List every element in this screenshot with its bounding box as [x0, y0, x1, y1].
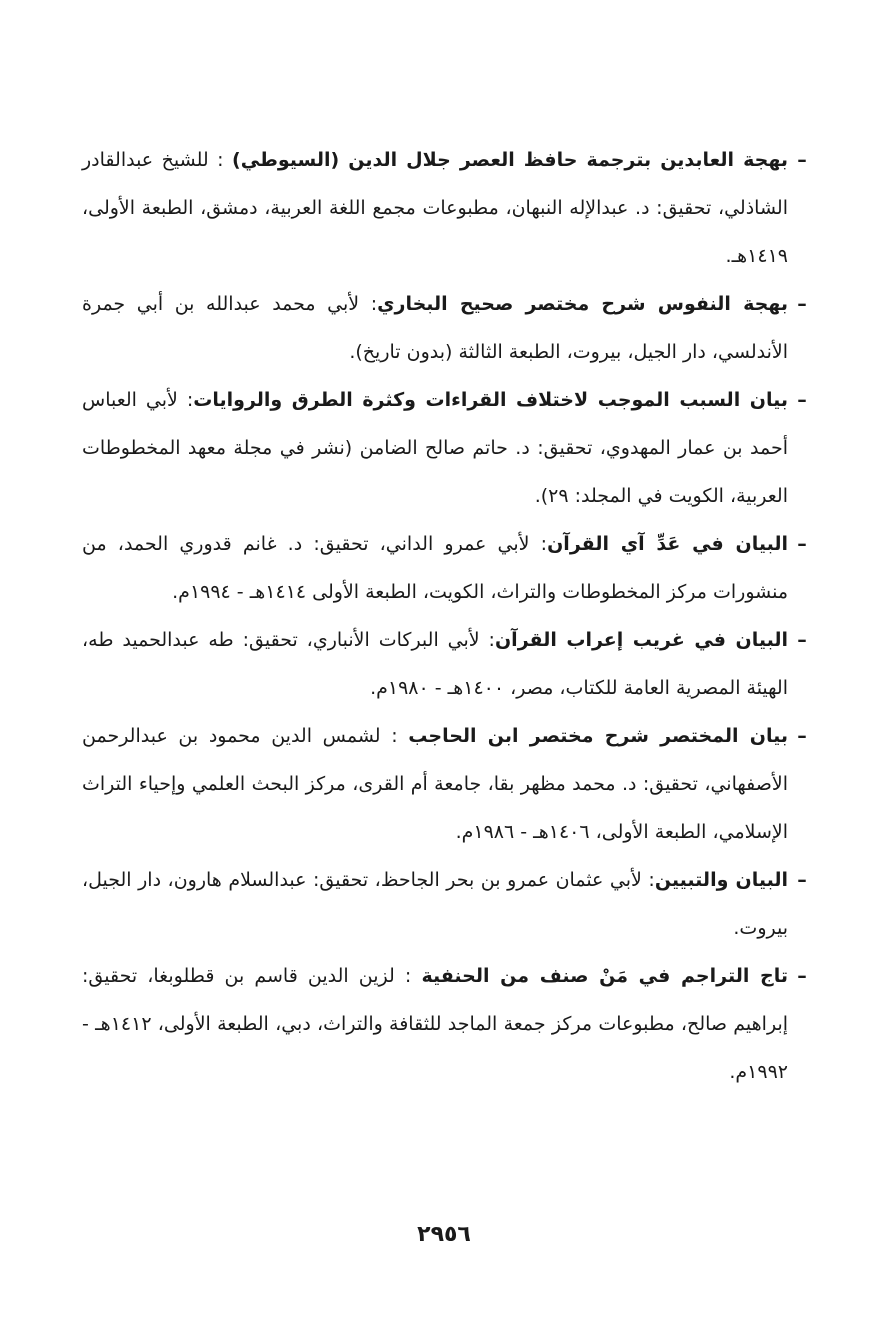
entry-details: : لأبي البركات الأنباري، تحقيق: طه عبدالحميد طه، الهيئة المصرية العامة للكتاب، مصر، ١٤٠٠هـ - ١٩٨٠م. — [82, 629, 788, 699]
bibliography-entry-6 — [82, 712, 810, 856]
entry-dash: – — [797, 149, 807, 171]
entry-details: : للشيخ عبدالقادر الشاذلي، تحقيق: د. عبدالإله النبهان، مطبوعات مجمع اللغة العربية، دمشق، الطبعة الأولى، ١٤١٩هـ. — [82, 149, 788, 267]
entry-details: : لشمس الدين محمود بن عبدالرحمن الأصفهاني، تحقيق: د. محمد مظهر بقا، جامعة أم القرى، مركز البحث العلمي وإحياء التراث الإسلامي، الطبعة الأولى، ١٤٠٦هـ - ١٩٨٦م. — [82, 725, 788, 843]
entry-details: : لزين الدين قاسم بن قطلوبغا، تحقيق: إبراهيم صالح، مطبوعات مركز جمعة الماجد للثقافة والتراث، دبي، الطبعة الأولى، ١٤١٢هـ - ١٩٩٢م. — [82, 965, 789, 1083]
entry-title: بهجة النفوس شرح مختصر صحيح البخاري — [377, 293, 788, 315]
entry-title: بيان السبب الموجب لاختلاف القراءات وكثرة الطرق والروايات — [193, 389, 789, 411]
entry-title: البيان في غريب إعراب القرآن — [494, 629, 789, 651]
entry-dash: – — [797, 965, 807, 987]
entry-dash: – — [797, 629, 807, 651]
entry-title: بيان المختصر شرح مختصر ابن الحاجب — [408, 725, 788, 747]
bibliography-entry-3 — [82, 376, 810, 520]
entry-details: : لأبي عثمان عمرو بن بحر الجاحظ، تحقيق: عبدالسلام هارون، دار الجيل، بيروت. — [82, 869, 788, 939]
bibliography-entry-4 — [82, 520, 810, 616]
bibliography-list — [82, 136, 810, 1096]
entry-details: : لأبي محمد عبدالله بن أبي جمرة الأندلسي، دار الجيل، بيروت، الطبعة الثالثة (بدون تاريخ). — [82, 293, 788, 363]
entry-title: بهجة العابدين بترجمة حافظ العصر جلال الدين (السيوطي) — [232, 149, 789, 171]
entry-dash: – — [797, 725, 807, 747]
entry-dash: – — [797, 389, 807, 411]
entry-dash: – — [797, 293, 807, 315]
entry-title: البيان والتبيين — [654, 869, 789, 891]
page-number: ٢٩٥٦ — [417, 1222, 471, 1247]
entry-details: : لأبي عمرو الداني، تحقيق: د. غانم قدوري الحمد، من منشورات مركز المخطوطات والتراث، الكويت، الطبعة الأولى ١٤١٤هـ - ١٩٩٤م. — [82, 533, 788, 603]
entry-dash: – — [797, 533, 807, 555]
entry-details: : لأبي العباس أحمد بن عمار المهدوي، تحقيق: د. حاتم صالح الضامن (نشر في مجلة معهد المخطوطات العربية، الكويت في المجلد: ٢٩). — [82, 389, 788, 507]
entry-title: تاج التراجم في مَنْ صنف من الحنفية — [421, 965, 788, 987]
bibliography-entry-1 — [82, 136, 810, 280]
entry-title: البيان في عَدِّ آي القرآن — [547, 533, 788, 555]
bibliography-entry-8 — [82, 952, 810, 1096]
bibliography-entry-7 — [82, 856, 810, 952]
bibliography-entry-5 — [82, 616, 810, 712]
bibliography-entry-2 — [82, 280, 810, 376]
entry-dash: – — [797, 869, 807, 891]
